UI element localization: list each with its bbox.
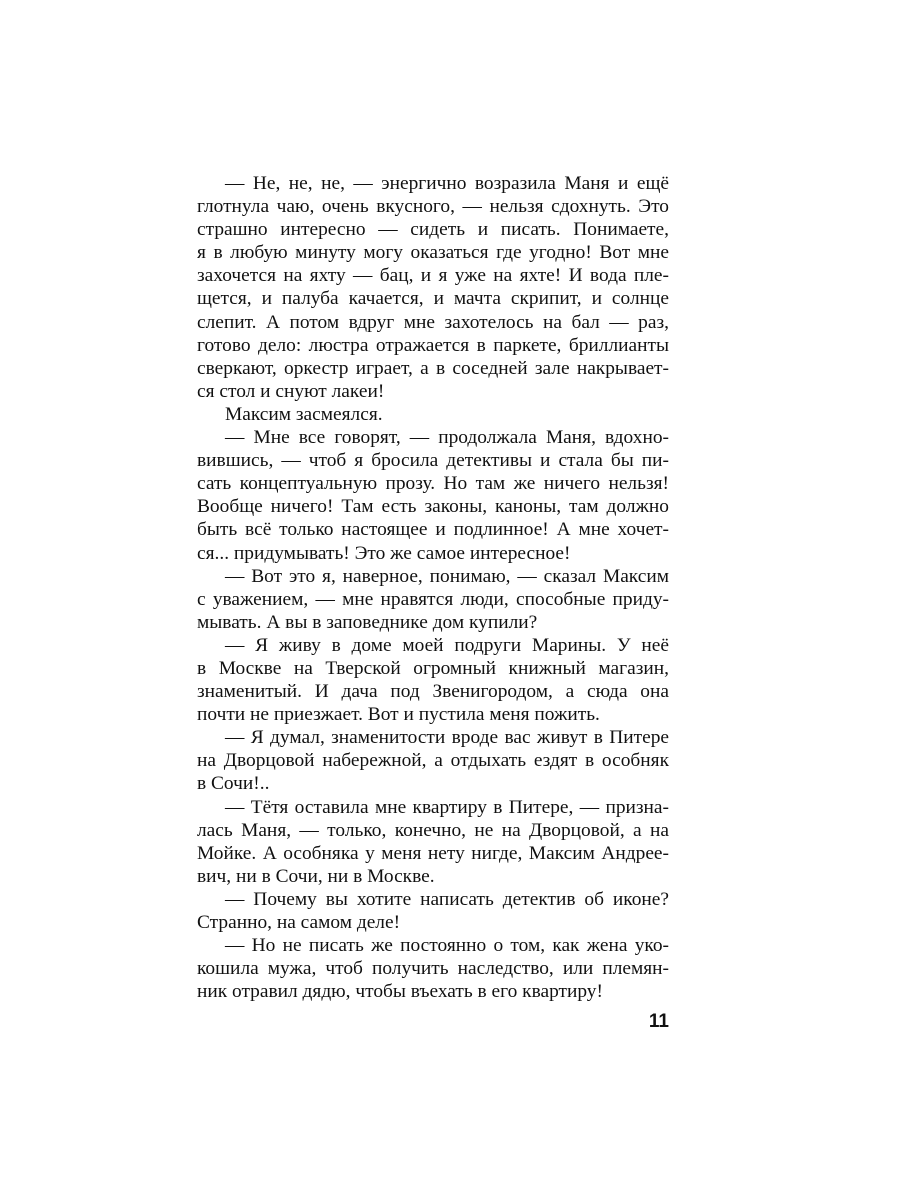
text-line: Вообще ничего! Там есть законы, каноны, там должно bbox=[197, 496, 669, 518]
text-line: почти не приезжает. Вот и пустила меня пожить. bbox=[197, 704, 600, 726]
text-line: в Сочи!.. bbox=[197, 773, 270, 795]
text-line: готово дело: люстра отражается в паркете, бриллианты bbox=[197, 334, 669, 356]
page-number: 11 bbox=[648, 1011, 669, 1032]
text-line: сать концептуальную прозу. Но там же ничего нельзя! bbox=[197, 473, 669, 495]
text-line: — Я думал, знаменитости вроде вас живут в Питере bbox=[225, 727, 669, 749]
text-line: захочется на яхту — бац, и я уже на яхте! И вода пле- bbox=[197, 265, 669, 287]
text-line: щется, и палуба качается, и мачта скрипит, и солнце bbox=[197, 288, 669, 310]
text-line: мывать. А вы в заповеднике дом купили? bbox=[197, 611, 538, 633]
text-line: — Мне все говорят, — продолжала Маня, вдохно- bbox=[225, 427, 669, 449]
text-line: слепит. А потом вдруг мне захотелось на бал — раз, bbox=[197, 311, 669, 333]
text-line: — Но не писать же постоянно о том, как жена уко- bbox=[225, 935, 669, 957]
text-line: в Москве на Тверской огромный книжный магазин, bbox=[197, 657, 669, 679]
text-line: ся... придумывать! Это же самое интересное! bbox=[197, 542, 571, 564]
text-line: лась Маня, — только, конечно, не на Дворцовой, а на bbox=[197, 819, 669, 841]
text-line: с уважением, — мне нравятся люди, способные приду- bbox=[197, 588, 669, 610]
text-line: глотнула чаю, очень вкусного, — нельзя сдохнуть. Это bbox=[197, 196, 669, 218]
text-line: ник отравил дядю, чтобы въехать в его квартиру! bbox=[197, 981, 603, 1003]
text-line: Мойке. А особняка у меня нету нигде, Максим Андрее- bbox=[197, 842, 669, 864]
text-line: кошила мужа, чтоб получить наследство, или племян- bbox=[197, 958, 669, 980]
text-line: сверкают, оркестр играет, а в соседней зале накрывает- bbox=[197, 357, 669, 379]
text-line: вившись, — чтоб я бросила детективы и стала бы пи- bbox=[197, 450, 669, 472]
text-line: — Вот это я, наверное, понимаю, — сказал Максим bbox=[225, 565, 669, 587]
text-line: Странно, на самом деле! bbox=[197, 912, 401, 933]
text-line: Максим засмеялся. bbox=[225, 403, 383, 425]
text-line: ся стол и снуют лакеи! bbox=[197, 380, 385, 402]
text-line: — Не, не, не, — энергично возразила Маня и ещё bbox=[225, 173, 669, 194]
text-line: — Я живу в доме моей подруги Марины. У неё bbox=[225, 634, 669, 656]
body-text bbox=[197, 172, 669, 1003]
text-line: — Почему вы хотите написать детектив об иконе? bbox=[225, 888, 669, 910]
text-line: знаменитый. И дача под Звенигородом, а сюда она bbox=[197, 681, 669, 703]
text-line: страшно интересно — сидеть и писать. Понимаете, bbox=[197, 219, 669, 241]
text-line: — Тётя оставила мне квартиру в Питере, — призна- bbox=[225, 796, 669, 818]
text-line: я в любую минуту могу оказаться где угодно! Вот мне bbox=[197, 242, 669, 264]
text-line: быть всё только настоящее и подлинное! А мне хочет- bbox=[197, 519, 669, 541]
text-line: вич, ни в Сочи, ни в Москве. bbox=[197, 865, 435, 887]
text-line: на Дворцовой набережной, а отдыхать ездят в особняк bbox=[197, 750, 669, 772]
